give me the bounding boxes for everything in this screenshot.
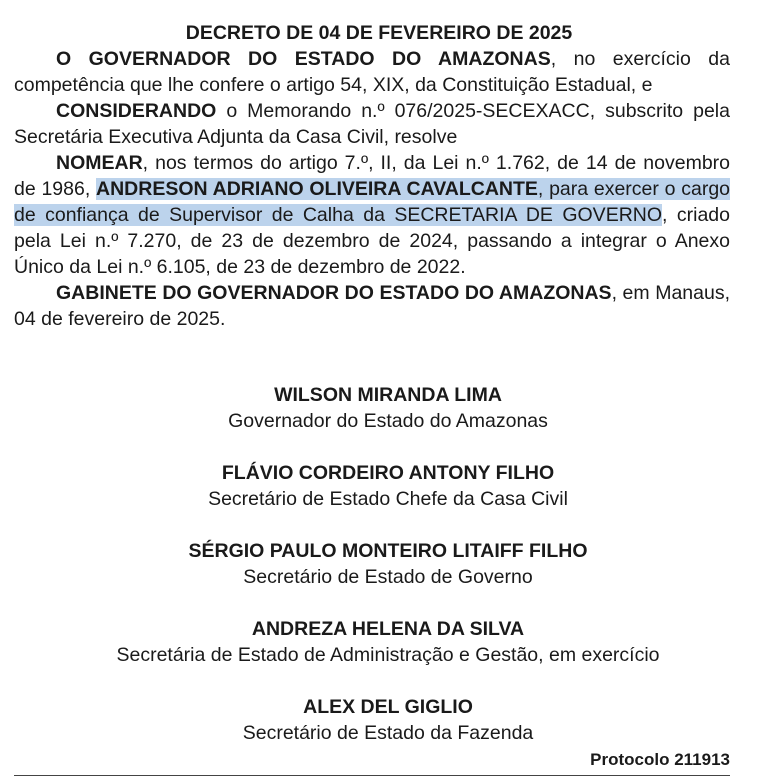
decree-title: DECRETO DE 04 DE FEVEREIRO DE 2025	[185, 22, 573, 44]
paragraph-considerando	[14, 98, 730, 150]
nomear-text-after: , criado pela Lei n.º 7.270, de 23 de dezembro de 2024, passando a integrar o Anexo Único da Lei n.º 6.105, de 23 de dezembro de 2022.	[14, 204, 730, 278]
signatory-role: Secretário de Estado de Governo	[243, 566, 533, 588]
signatory-name: WILSON MIRANDA LIMA	[274, 384, 502, 406]
signature-administracao	[0, 616, 776, 694]
signature-casa-civil	[0, 460, 776, 538]
signatory-role: Secretária de Estado de Administração e Gestão, em exercício	[116, 644, 660, 666]
signatory-role: Governador do Estado do Amazonas	[228, 410, 548, 432]
signatory-name: ANDREZA HELENA DA SILVA	[251, 618, 525, 640]
nomear-text-before: , nos termos do artigo 7.º, II, da Lei n.º 1.762, de 14 de novembro de 1986,	[14, 152, 730, 200]
gabinete-heading: GABINETE DO GOVERNADOR DO ESTADO DO AMAZONAS	[56, 282, 612, 304]
signatory-name: ALEX DEL GIGLIO	[303, 696, 473, 718]
governor-heading: O GOVERNADOR DO ESTADO DO AMAZONAS	[56, 48, 551, 70]
considerando-text: o Memorando n.º 076/2025-SECEXACC, subscrito pela Secretária Executiva Adjunta da Casa Civil, resolve	[14, 100, 730, 148]
signatory-name: FLÁVIO CORDEIRO ANTONY FILHO	[221, 462, 555, 484]
paragraph-gabinete	[14, 280, 730, 332]
appointment-position-highlight[interactable]: , para exercer o cargo de confiança de Supervisor de Calha da SECRETARIA DE GOVERNO	[14, 178, 731, 226]
nomear-heading: NOMEAR	[56, 152, 143, 174]
signature-governor	[0, 382, 776, 460]
governor-text: , no exercício da competência que lhe confere o artigo 54, XIX, da Constituição Estadual, e	[14, 48, 730, 96]
signatory-name: SÉRGIO PAULO MONTEIRO LITAIFF FILHO	[188, 540, 588, 562]
signature-block	[0, 382, 776, 772]
paragraph-nomear	[14, 150, 730, 280]
signatory-role: Secretário de Estado da Fazenda	[242, 722, 534, 744]
considerando-heading: CONSIDERANDO	[56, 100, 217, 122]
signatory-role: Secretário de Estado Chefe da Casa Civil	[208, 488, 568, 510]
bottom-divider	[14, 775, 730, 776]
paragraph-governor	[14, 46, 730, 98]
gabinete-text: , em Manaus, 04 de fevereiro de 2025.	[14, 282, 730, 330]
decree-document	[14, 20, 730, 332]
appointee-name-highlight[interactable]: ANDRESON ADRIANO OLIVEIRA CAVALCANTE	[96, 178, 538, 200]
protocol-number: Protocolo 211913	[590, 750, 730, 769]
signature-governo	[0, 538, 776, 616]
